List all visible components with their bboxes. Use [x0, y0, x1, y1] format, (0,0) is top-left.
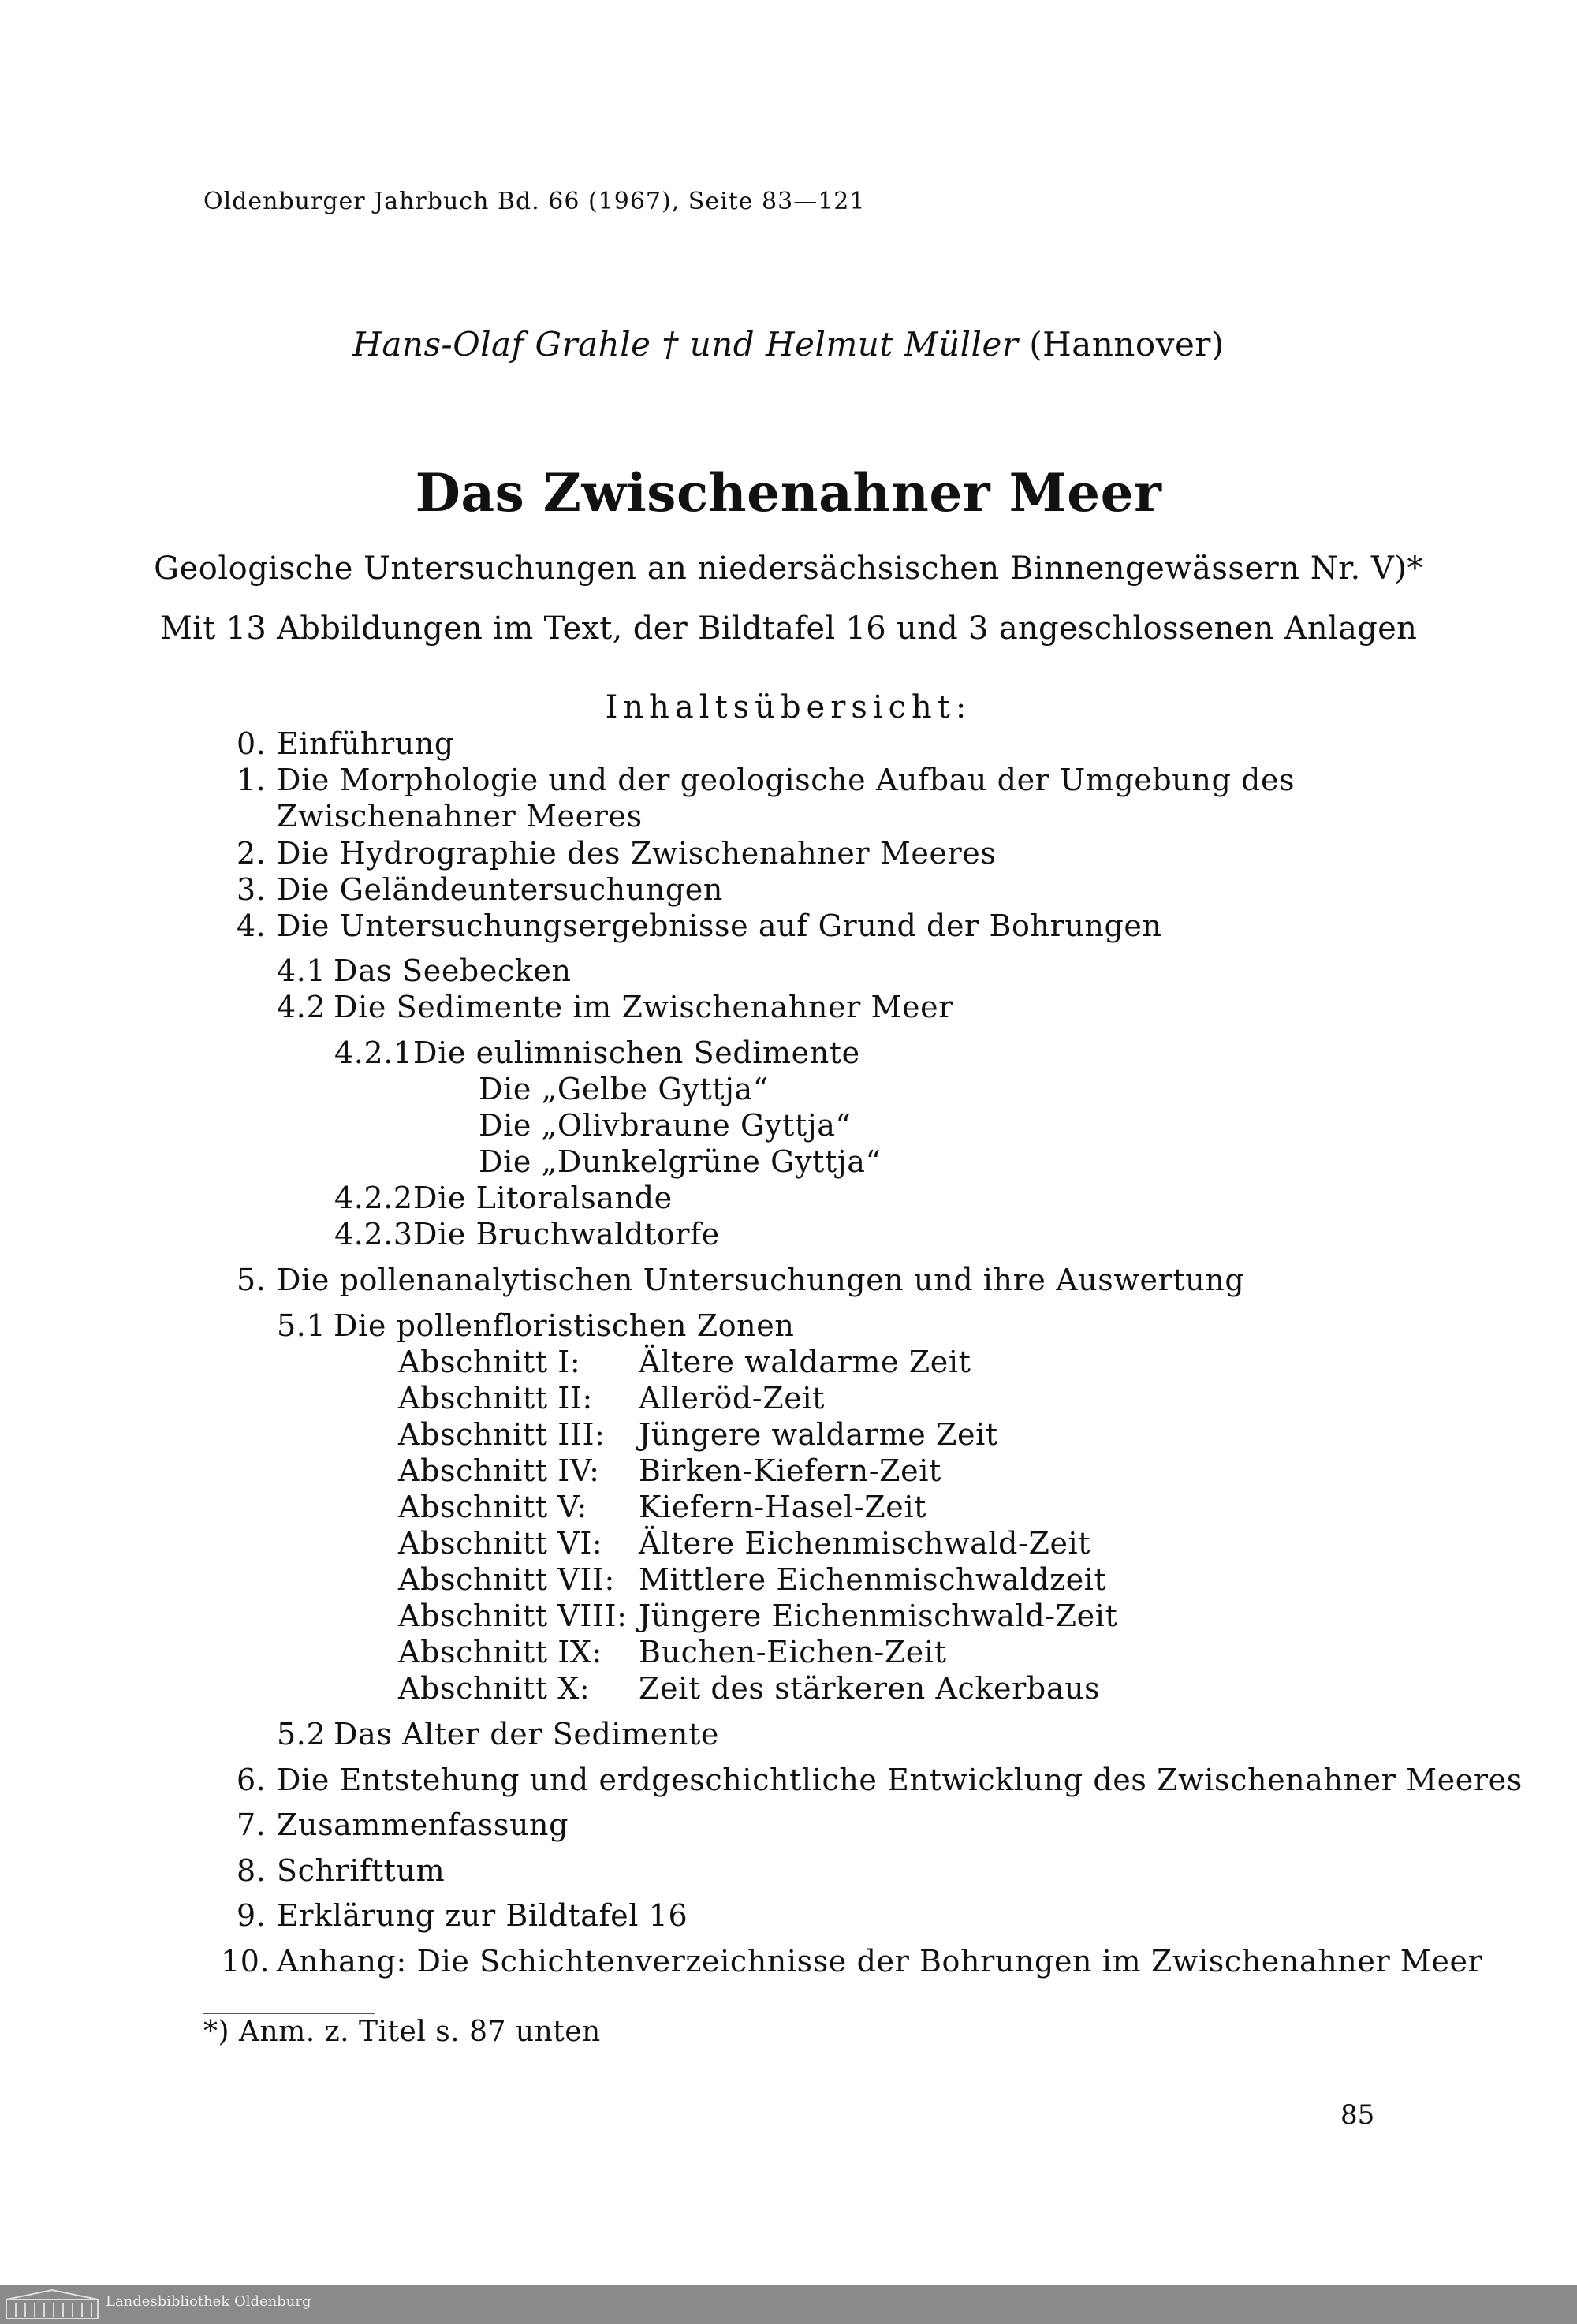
toc-text: Zusammenfassung: [277, 1807, 569, 1842]
toc-number: 7.: [237, 1807, 267, 1842]
author-names: Hans-Olaf Grahle † und Helmut Müller: [352, 325, 1019, 364]
toc-entry-gelbe-gyttja: Die „Gelbe Gyttja“: [479, 1072, 769, 1106]
toc-number: 1.: [237, 763, 267, 797]
toc-number: 5.1: [277, 1308, 326, 1343]
toc-text: Schrifttum: [277, 1853, 446, 1888]
toc-heading: Inhaltsübersicht:: [605, 689, 972, 726]
toc-text: Die Bruchwaldtorfe: [413, 1217, 720, 1252]
toc-text: Buchen-Eichen-Zeit: [639, 1635, 947, 1669]
toc-text: Das Alter der Sedimente: [334, 1717, 719, 1751]
toc-entry-dunkelgruene-gyttja: Die „Dunkelgrüne Gyttja“: [479, 1144, 882, 1179]
footnote: *) Anm. z. Titel s. 87 unten: [203, 2016, 601, 2048]
illustrations-note: Mit 13 Abbildungen im Text, der Bildtafel 16 und 3 angeschlossenen Anlagen: [159, 610, 1418, 647]
authors-line: [0, 325, 1577, 364]
article-title: Das Zwischenahner Meer: [415, 462, 1162, 524]
toc-text: Die pollenfloristischen Zonen: [334, 1308, 795, 1343]
toc-number: 8.: [237, 1853, 267, 1888]
toc-number: 3.: [237, 872, 267, 907]
toc-text: Birken-Kiefern-Zeit: [639, 1453, 941, 1488]
toc-number: Abschnitt VI:: [398, 1526, 603, 1561]
toc-number: Abschnitt I:: [398, 1345, 581, 1379]
toc-text: Ältere Eichenmischwald-Zeit: [639, 1526, 1091, 1561]
author-affiliation: (Hannover): [1029, 325, 1225, 364]
toc-number: Abschnitt IX:: [398, 1635, 602, 1669]
toc-entry-1-continuation: Zwischenahner Meeres: [277, 799, 643, 834]
toc-text: Das Seebecken: [334, 953, 572, 988]
toc-number: 9.: [237, 1898, 267, 1933]
toc-text: Jüngere waldarme Zeit: [639, 1417, 998, 1452]
toc-number: 4.1: [277, 953, 326, 988]
toc-number: 4.2: [277, 990, 326, 1024]
toc-text: Zeit des stärkeren Ackerbaus: [639, 1671, 1101, 1706]
toc-text: Die Entstehung und erdgeschichtliche Entwicklung des Zwischenahner Meeres: [277, 1763, 1523, 1797]
toc-number: 0.: [237, 726, 267, 761]
toc-text: Die eulimnischen Sedimente: [413, 1035, 860, 1070]
toc-text: Mittlere Eichenmischwaldzeit: [639, 1562, 1107, 1597]
toc-text: Alleröd-Zeit: [639, 1381, 825, 1416]
toc-text: Einführung: [277, 726, 454, 761]
toc-number: Abschnitt VIII:: [398, 1598, 628, 1633]
toc-text: Die Hydrographie des Zwischenahner Meeres: [277, 836, 997, 871]
toc-text: Die pollenanalytischen Untersuchungen und ihre Auswertung: [277, 1263, 1245, 1297]
toc-number: 5.: [237, 1263, 267, 1297]
footnote-rule: [203, 2013, 375, 2014]
toc-number: 10.: [221, 1944, 270, 1979]
toc-text: Die Morphologie und der geologische Aufbau der Umgebung des: [277, 763, 1296, 797]
toc-number: 5.2: [277, 1717, 326, 1751]
toc-number: Abschnitt V:: [398, 1490, 587, 1524]
toc-number: Abschnitt VII:: [398, 1562, 615, 1597]
page-number: 85: [1340, 2099, 1375, 2131]
toc-text: Die Geländeuntersuchungen: [277, 872, 723, 907]
toc-number: 6.: [237, 1763, 267, 1797]
library-footer-bar: [0, 2285, 1577, 2324]
toc-number: 4.2.3: [334, 1217, 413, 1252]
toc-text: Die Litoralsande: [413, 1181, 673, 1215]
toc-number: Abschnitt III:: [398, 1417, 606, 1452]
toc-number: Abschnitt X:: [398, 1671, 591, 1706]
toc-text: Erklärung zur Bildtafel 16: [277, 1898, 688, 1933]
library-label: Landesbibliothek Oldenburg: [106, 2293, 311, 2310]
toc-text: Die Untersuchungsergebnisse auf Grund der Bohrungen: [277, 908, 1162, 943]
toc-text: Jüngere Eichenmischwald-Zeit: [639, 1598, 1118, 1633]
toc-entry-olivbraune-gyttja: Die „Olivbraune Gyttja“: [479, 1108, 852, 1143]
toc-number: 2.: [237, 836, 267, 871]
library-building-icon: [5, 2289, 99, 2320]
toc-number: Abschnitt II:: [398, 1381, 593, 1416]
toc-text: Kiefern-Hasel-Zeit: [639, 1490, 926, 1524]
toc-number: 4.2.1: [334, 1035, 413, 1070]
article-subtitle: Geologische Untersuchungen an niedersächsischen Binnengewässern Nr. V)*: [154, 550, 1423, 587]
toc-text: Anhang: Die Schichtenverzeichnisse der Bohrungen im Zwischenahner Meer: [277, 1944, 1483, 1979]
toc-text: Ältere waldarme Zeit: [639, 1345, 971, 1379]
running-header: Oldenburger Jahrbuch Bd. 66 (1967), Seite 83—121: [203, 188, 866, 215]
toc-number: Abschnitt IV:: [398, 1453, 600, 1488]
toc-number: 4.2.2: [334, 1181, 413, 1215]
toc-text: Die Sedimente im Zwischenahner Meer: [334, 990, 953, 1024]
toc-number: 4.: [237, 908, 267, 943]
